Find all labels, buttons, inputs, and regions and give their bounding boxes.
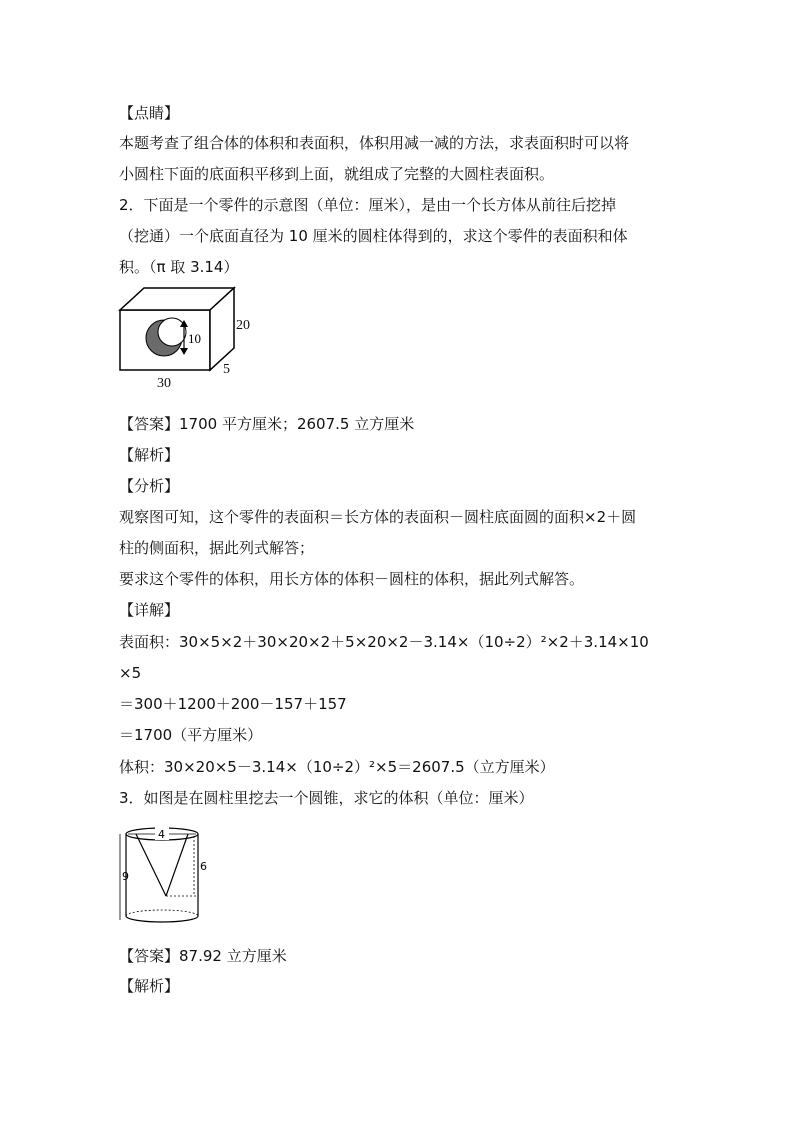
text-line: 要求这个零件的体积，用长方体的体积－圆柱的体积，据此列式解答。: [119, 570, 585, 588]
text-line: 观察图可知，这个零件的表面积＝长方体的表面积－圆柱底面圆的面积×2＋圆: [119, 508, 637, 526]
question-3: 3．如图是在圆柱里挖去一个圆锥，求它的体积（单位：厘米）: [119, 789, 534, 807]
text-line: 积。（π 取 3.14）: [119, 258, 239, 276]
formula-line: 表面积：30×5×2＋30×20×2＋5×20×2－3.14×（10÷2）²×2＋3.14×10: [119, 633, 649, 651]
answer-3: 【答案】87.92 立方厘米: [119, 947, 287, 965]
formula-line: 体积：30×20×5－3.14×（10÷2）²×5＝2607.5（立方厘米）: [119, 758, 555, 776]
formula-line: ＝1700（平方厘米）: [119, 726, 263, 744]
text-line: （挖通）一个底面直径为 10 厘米的圆柱体得到的，求这个零件的表面积和体: [119, 227, 628, 245]
label-30: 30: [157, 376, 171, 391]
label-6: 6: [200, 860, 207, 873]
formula-line: ＝300＋1200＋200－157＋157: [119, 695, 347, 713]
heading-fenxi: 【分析】: [119, 477, 180, 495]
label-20: 20: [236, 318, 250, 333]
text-line: 柱的侧面积，据此列式解答；: [119, 539, 315, 557]
label-9: 9: [122, 870, 129, 883]
text-line: 小圆柱下面的底面积平移到上面，就组成了完整的大圆柱表面积。: [119, 165, 555, 183]
cuboid-figure: [118, 286, 258, 388]
label-10: 10: [188, 331, 201, 346]
answer-2: 【答案】1700 平方厘米；2607.5 立方厘米: [119, 415, 415, 433]
heading-jiexi: 【解析】: [119, 446, 180, 464]
heading-dianjing: 【点睛】: [119, 104, 180, 122]
heading-jiexi: 【解析】: [119, 977, 180, 995]
cylinder-cone-figure: [116, 824, 220, 928]
label-5: 5: [223, 362, 230, 377]
heading-xiangjie: 【详解】: [119, 601, 180, 619]
question-2: 2．下面是一个零件的示意图（单位：厘米），是由一个长方体从前往后挖掉: [119, 196, 617, 214]
formula-line: ×5: [119, 664, 142, 682]
label-4: 4: [158, 828, 165, 841]
text-line: 本题考查了组合体的体积和表面积，体积用减一减的方法，求表面积时可以将: [119, 134, 630, 152]
